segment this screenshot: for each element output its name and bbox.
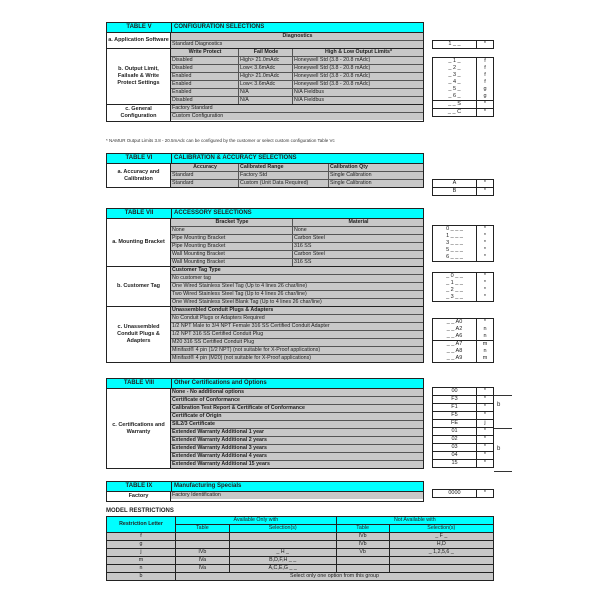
column-header: Table <box>176 525 230 533</box>
option-row: Extended Warranty Additional 3 years <box>171 445 423 453</box>
option-row: M20 316 SS Certified Conduit Plug <box>171 339 423 347</box>
column-header: Accuracy <box>171 164 239 171</box>
option-row: One Wired Stainless Steel Tag (Up to 4 lines 26 char/line) <box>171 283 423 291</box>
column-header: Selection(s) <box>389 525 493 533</box>
code-row: F1 * <box>433 403 493 411</box>
table-title: ACCESSORY SELECTIONS <box>174 210 252 216</box>
table-row: m IVa B,D,F,H _ _ <box>107 557 494 565</box>
table-row: g IVb H,D <box>107 541 494 549</box>
option-row: Pipe Mounting Bracket 316 SS <box>171 243 423 251</box>
option-row: None None <box>171 227 423 235</box>
code-row: _ _ A7 m <box>433 340 493 348</box>
table-row: b Select only one option from this group <box>107 573 494 581</box>
section-label: c. General Configuration <box>107 105 171 121</box>
code-row: 04 * <box>433 451 493 459</box>
column-header: Not Available with <box>336 517 493 525</box>
column-header: Bracket Type <box>171 219 293 226</box>
code-box-output-limit <box>432 57 494 117</box>
section-label: c. Certifications and Warranty <box>107 389 171 468</box>
option-row: Calibration Test Report & Certificate of Conformance <box>171 405 423 413</box>
code-row: 00 * <box>433 388 493 395</box>
table-title: Other Certifications and Options <box>174 380 267 386</box>
column-header: Fail Mode <box>239 49 293 56</box>
code-row: F3 * <box>433 395 493 403</box>
section-label: b. Output Limit, Failsafe & Write Protect Settings <box>107 49 171 104</box>
code-row: 01 * <box>433 427 493 435</box>
code-box-calibration: A * B * <box>432 179 494 196</box>
table-row: j IVb _ H _ Vb _ 1,2,5,6 _ <box>107 549 494 557</box>
code-row: 1 _ _ * <box>433 41 493 48</box>
option-row: Extended Warranty Additional 2 years <box>171 437 423 445</box>
section-label: a. Accuracy and Calibration <box>107 164 171 187</box>
code-row: _ _ A2 n <box>433 326 493 333</box>
group-line <box>494 471 512 472</box>
code-box-conduit <box>432 318 494 363</box>
section-general-configuration <box>107 105 423 121</box>
column-header: Diagnostics <box>282 33 313 39</box>
code-row: 03 * <box>433 443 493 451</box>
code-box-certifications <box>432 387 494 468</box>
code-row: _ _ A0 * <box>433 319 493 326</box>
option-row: Minifast® 4 pin (M20) (not suitable for X-Proof applications) <box>171 355 423 362</box>
column-header: Unassembled Conduit Plugs & Adapters <box>172 307 274 313</box>
table-number: TABLE VIII <box>107 379 172 388</box>
option-row: Disabled High> 21.0mAdc Honeywell Std (3.8 - 20.8 mAdc) <box>171 57 423 65</box>
code-box-tag <box>432 272 494 302</box>
group-line <box>494 395 512 396</box>
option-row: Factory Standard <box>171 105 423 113</box>
column-header: Restriction Letter <box>107 517 176 533</box>
model-restrictions-title: MODEL RESTRICTIONS <box>106 508 174 514</box>
table-row: n IVa A,C,E,G _ _ <box>107 565 494 573</box>
option-row: 1/2 NPT Male to 3/4 NPT Female 316 SS Certified Conduit Adapter <box>171 323 423 331</box>
table-title: CALIBRATION & ACCURACY SELECTIONS <box>174 155 297 161</box>
code-row: _ 6 _ g <box>433 93 493 100</box>
option-row: Two Wired Stainless Steel Tag (Up to 4 lines 26 char/line) <box>171 291 423 299</box>
restriction-letter: b <box>497 446 501 452</box>
option-row: Custom Configuration <box>171 113 423 120</box>
option-row: Enabled N/A N/A Fieldbus <box>171 89 423 97</box>
column-header: High & Low Output Limits* <box>324 49 393 55</box>
table-row: f IVb _ F _ <box>107 533 494 541</box>
code-row: _ _ A9 m <box>433 355 493 362</box>
code-row: 1 _ _ _ * <box>433 233 493 240</box>
option-row: Standard Custom (Unit Data Required) Single Calibration <box>171 180 423 187</box>
option-row: Standard Diagnostics <box>171 41 423 48</box>
option-row: Enabled Low< 3.6mAdc Honeywell Std (3.8 - 20.8 mAdc) <box>171 81 423 89</box>
footnote: * NAMUR Output Limits 3.8 - 20.5mAdc can be configured by the customer or select custom configuration Table Vc <box>106 138 335 143</box>
section-label: a. Mounting Bracket <box>107 219 171 266</box>
code-row: _ 1 _ _ * <box>433 280 493 287</box>
option-row: Minifast® 4 pin (1/2 NPT) (not suitable for X-Proof applications) <box>171 347 423 355</box>
table-title: Manufacturing Specials <box>174 483 242 489</box>
code-box-bracket <box>432 225 494 262</box>
code-row: _ 1 _ f <box>433 58 493 65</box>
table-v <box>106 22 424 122</box>
column-header: Material <box>348 219 369 225</box>
code-row: _ 5 _ g <box>433 86 493 93</box>
code-box-application <box>432 40 494 49</box>
code-row: 02 * <box>433 435 493 443</box>
restriction-letter: b <box>497 402 501 408</box>
table-number: TABLE V <box>107 23 172 32</box>
code-row: 3 _ _ _ * <box>433 240 493 247</box>
table-ix <box>106 481 424 502</box>
section-label: Factory <box>107 492 171 501</box>
option-row: Certificate of Conformance <box>171 397 423 405</box>
code-row: F5 * <box>433 411 493 419</box>
option-row: Factory Identification <box>171 492 423 499</box>
code-row: _ 2 _ f <box>433 65 493 72</box>
table-title: CONFIGURATION SELECTIONS <box>174 24 265 30</box>
option-row: Extended Warranty Additional 1 year <box>171 429 423 437</box>
option-row: Certificate of Origin <box>171 413 423 421</box>
group-line <box>494 428 512 429</box>
code-row: _ 3 _ _ * <box>433 294 493 301</box>
option-row: No Conduit Plugs or Adapters Required <box>171 315 423 323</box>
column-header: Table <box>336 525 389 533</box>
code-row: _ 2 _ _ * <box>433 287 493 294</box>
code-row: 15 * <box>433 459 493 467</box>
column-header: Write Protect <box>171 49 239 56</box>
section-label: c. Unassembled Conduit Plugs & Adapters <box>107 307 171 362</box>
code-row: _ _ S * <box>433 100 493 108</box>
option-row: Wall Mounting Bracket Carbon Steel <box>171 251 423 259</box>
option-row: No customer tag <box>171 275 423 283</box>
option-row: Extended Warranty Additional 4 years <box>171 453 423 461</box>
option-row: Wall Mounting Bracket 316 SS <box>171 259 423 266</box>
table-v-header <box>107 23 423 33</box>
column-header: Customer Tag Type <box>172 267 221 273</box>
option-row: None - No additional options <box>171 389 423 397</box>
code-row: 5 _ _ _ * <box>433 247 493 254</box>
code-row: _ _ C * <box>433 108 493 116</box>
option-row: Pipe Mounting Bracket Carbon Steel <box>171 235 423 243</box>
option-row: Extended Warranty Additional 15 years <box>171 461 423 468</box>
option-row: Disabled Low< 3.6mAdc Honeywell Std (3.8 - 20.8 mAdc) <box>171 65 423 73</box>
section-label: a. Application Software <box>107 33 171 48</box>
code-box-factory: 0000 * <box>432 489 494 498</box>
section-application-software <box>107 33 423 49</box>
model-restrictions-table <box>106 516 494 581</box>
table-number: TABLE VI <box>107 154 172 163</box>
code-row: _ _ A8 n <box>433 348 493 355</box>
table-number: TABLE IX <box>107 482 172 491</box>
code-row: _ 4 _ f <box>433 79 493 86</box>
option-row: One Wired Stainless Steel Blank Tag (Up to 4 lines 26 char/line) <box>171 299 423 306</box>
option-row: SIL2/3 Certificate <box>171 421 423 429</box>
column-header: Calibrated Range <box>239 164 329 171</box>
column-header: Selection(s) <box>229 525 336 533</box>
table-vi <box>106 153 424 188</box>
option-row: Enabled High> 21.0mAdc Honeywell Std (3.8 - 20.8 mAdc) <box>171 73 423 81</box>
code-row: 6 _ _ _ * <box>433 254 493 261</box>
code-row: _ 3 _ f <box>433 72 493 79</box>
table-number: TABLE VII <box>107 209 172 218</box>
code-row: 0 _ _ _ * <box>433 226 493 233</box>
section-output-limit <box>107 49 423 105</box>
code-row: FE j <box>433 419 493 427</box>
section-label: b. Customer Tag <box>107 267 171 306</box>
column-header: Calibration Qty <box>330 164 368 170</box>
column-header: Available Only with <box>176 517 337 525</box>
option-row: 1/2 NPT 316 SS Certified Conduit Plug <box>171 331 423 339</box>
code-row: _ 0 _ _ * <box>433 273 493 280</box>
table-vii <box>106 208 424 363</box>
option-row: Standard Factory Std Single Calibration <box>171 172 423 180</box>
code-row: _ _ A6 n <box>433 333 493 340</box>
table-viii <box>106 378 424 469</box>
option-row: Disabled N/A N/A Fieldbus <box>171 97 423 104</box>
